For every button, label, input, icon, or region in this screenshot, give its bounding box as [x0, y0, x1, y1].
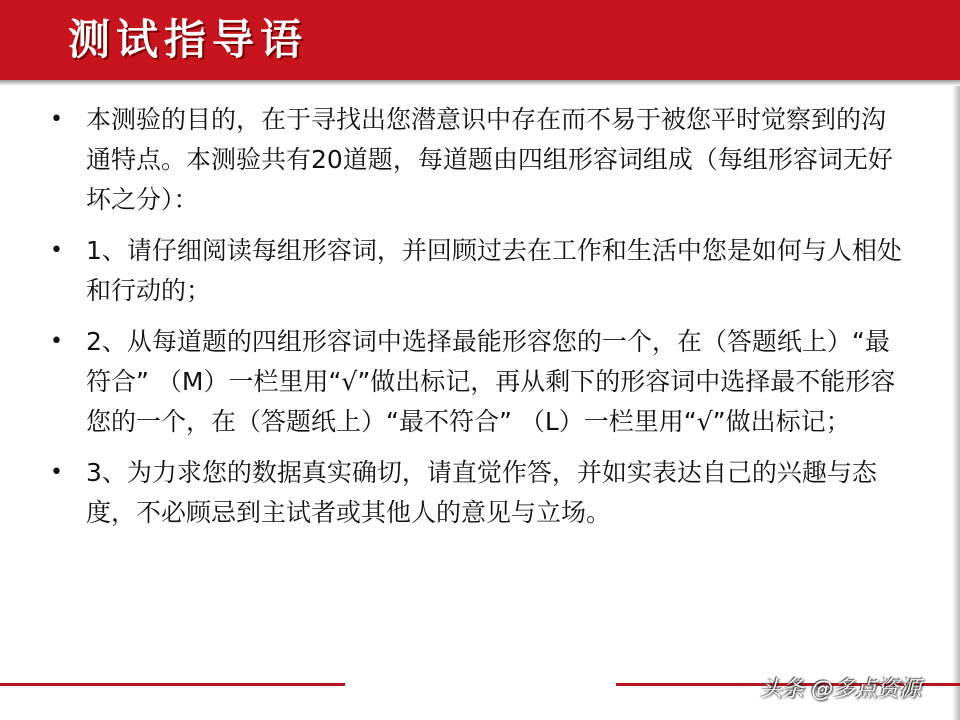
page-title: 测试指导语: [68, 15, 309, 64]
instruction-text: 1、请仔细阅读每组形容词，并回顾过去在工作和生活中您是如何与人相处和行动的；: [86, 236, 902, 305]
instruction-text: 2、从每道题的四组形容词中选择最能形容您的一个，在（答题纸上）“最符合” （M）一栏里用“√”做出标记，再从剩下的形容词中选择最不能形容您的一个，在（答题纸上）“最不符合” （L）一栏里用“√”做出标记；: [86, 327, 896, 436]
bullet-icon: •: [50, 329, 63, 354]
instruction-item-4: [50, 453, 910, 533]
slide-edge-shadow: [952, 86, 960, 720]
instruction-item-3: [50, 322, 910, 442]
instruction-item-2: [50, 231, 910, 311]
instruction-item-1: [50, 100, 910, 220]
footer-divider-left: [0, 683, 345, 686]
instruction-text: 本测验的目的，在于寻找出您潜意识中存在而不易于被您平时觉察到的沟通特点。本测验共有20道题，每道题由四组形容词组成（每组形容词无好坏之分）：: [86, 105, 893, 214]
bullet-icon: •: [50, 460, 63, 485]
instruction-list: [50, 100, 910, 544]
bullet-icon: •: [50, 238, 63, 263]
instruction-text: 3、为力求您的数据真实确切，请直觉作答，并如实表达自己的兴趣与态度，不必顾忌到主试者或其他人的意见与立场。: [86, 458, 877, 527]
title-bar-shadow: [0, 80, 960, 86]
bullet-icon: •: [50, 107, 63, 132]
watermark: 头条 @多点资源: [760, 677, 921, 702]
